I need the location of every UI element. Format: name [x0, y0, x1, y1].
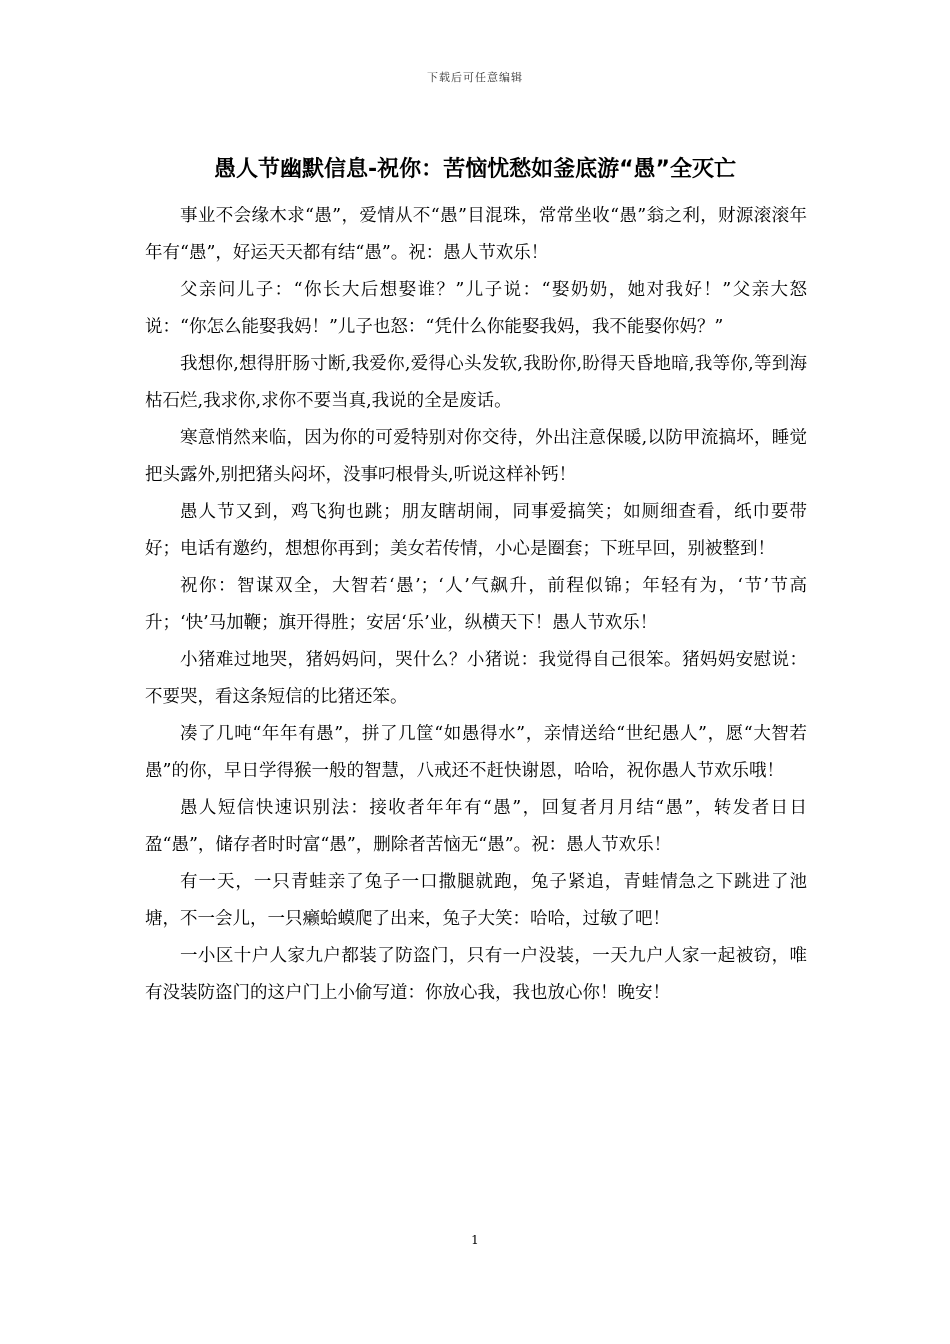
- paragraph: 有一天，一只青蛙亲了兔子一口撒腿就跑，兔子紧追，青蛙情急之下跳进了池塘，不一会儿，一只癞蛤蟆爬了出来，兔子大笑：哈哈，过敏了吧！: [145, 872, 807, 929]
- header-note: 下载后可任意编辑: [427, 71, 523, 84]
- paragraph: 事业不会缘木求“愚”，爱情从不“愚”目混珠，常常坐收“愚”翁之利，财源滚滚年年有“愚”，好运天天都有结“愚”。祝：愚人节欢乐！: [145, 206, 807, 263]
- paragraph: 小猪难过地哭，猪妈妈问，哭什么？小猪说：我觉得自己很笨。猪妈妈安慰说：不要哭，看这条短信的比猪还笨。: [145, 650, 807, 707]
- paragraph: 愚人节又到，鸡飞狗也跳；朋友瞎胡闹，同事爱搞笑；如厕细查看，纸巾要带好；电话有邀约，想想你再到；美女若传情，小心是圈套；下班早回，别被整到！: [145, 502, 807, 559]
- paragraph: 寒意悄然来临，因为你的可爱特别对你交待，外出注意保暖,以防甲流搞坏，睡觉把头露外,别把猪头闷坏，没事叼根骨头,听说这样补钙！: [145, 428, 807, 485]
- document-body: [145, 198, 807, 1012]
- paragraph: 凑了几吨“年年有愚”，拼了几筐“如愚得水”，亲情送给“世纪愚人”，愿“大智若愚”的你，早日学得猴一般的智慧，八戒还不赶快谢恩，哈哈，祝你愚人节欢乐哦！: [145, 724, 807, 781]
- document-title: 愚人节幽默信息-祝你：苦恼忧愁如釜底游“愚”全灭亡: [213, 157, 737, 182]
- page-number: 1: [471, 1233, 479, 1247]
- paragraph: 愚人短信快速识别法：接收者年年有“愚”，回复者月月结“愚”，转发者日日盈“愚”，储存者时时富“愚”，删除者苦恼无“愚”。祝：愚人节欢乐！: [145, 798, 807, 855]
- paragraph: 祝你：智谋双全，大智若‘愚’；‘人’气飙升，前程似锦；年轻有为，‘节’节高升；‘快’马加鞭；旗开得胜；安居‘乐’业，纵横天下！愚人节欢乐！: [145, 576, 807, 633]
- paragraph: 我想你,想得肝肠寸断,我爱你,爱得心头发软,我盼你,盼得天昏地暗,我等你,等到海枯石烂,我求你,求你不要当真,我说的全是废话。: [145, 354, 807, 411]
- paragraph: 父亲问儿子：“你长大后想娶谁？”儿子说：“娶奶奶，她对我好！”父亲大怒说：“你怎么能娶我妈！”儿子也怒：“凭什么你能娶我妈，我不能娶你妈？”: [145, 280, 807, 337]
- paragraph: 一小区十户人家九户都装了防盗门，只有一户没装，一天九户人家一起被窃，唯有没装防盗门的这户门上小偷写道：你放心我，我也放心你！晚安！: [145, 946, 807, 1003]
